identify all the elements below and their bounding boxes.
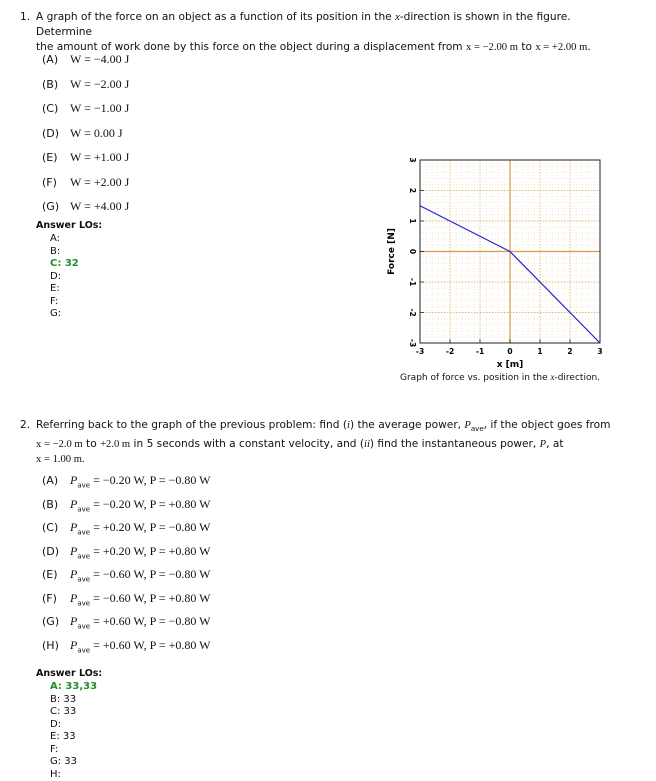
q1-option-value: W = 0.00 J [70,126,123,140]
q1-option-label: (A) [42,53,70,66]
figure-caption-pre: Graph of force vs. position in the [400,373,550,383]
y-tick-label: 0 [408,249,417,254]
q2-option-pave: P [70,520,77,534]
figure-caption-var: x [550,372,554,382]
q1-answer-title: Answer LOs: [36,220,102,231]
q2-answer-title: Answer LOs: [36,668,102,679]
q2-option [42,544,211,560]
q1-option [42,150,129,165]
q2-option-value [70,544,211,558]
q2-option-value [70,567,211,581]
q2-option-sub: ave [77,505,90,513]
q2-line1b: ) the average power, [350,419,464,431]
q1-answer-item: G: [50,308,79,321]
q2-option [42,591,211,607]
y-tick-label: 3 [408,157,417,162]
q1-from: x = −2.00 m [466,42,518,53]
q2-option-sub: ave [77,646,90,654]
q1-option-value: W = +4.00 J [70,199,129,213]
q2-answer-item: A: 33,33 [50,681,97,694]
q2-option-text: = +0.60 W, P = −0.80 W [90,614,210,628]
q1-option-value: W = +1.00 J [70,150,129,164]
q1-option-value: W = +2.00 J [70,175,129,189]
q1-end: . [587,41,590,53]
q1-var-x: x [395,12,400,23]
q2-option-pave: P [70,544,77,558]
q2-line2e: ) find the instantaneous power, [370,438,540,450]
q2-option-text: = −0.60 W, P = −0.80 W [90,567,210,581]
q2-option-sub: ave [77,622,90,630]
figure-caption-post: -direction. [554,373,600,383]
q1-answer-item: E: [50,283,79,296]
q1-answers [50,233,79,321]
q2-option-sub: ave [77,552,90,560]
q1-stem-line2-pre: the amount of work done by this force on the object during a displacement from [36,41,466,53]
q2-option-label: (B) [42,498,70,511]
q2-option [42,567,211,583]
q2-ii: ii [364,439,370,450]
q1-option-value: W = −1.00 J [70,101,129,115]
q2-option-text: = −0.20 W, P = +0.80 W [90,497,210,511]
y-tick-label: -2 [408,308,417,316]
q2-line1c: , if the object goes from [484,419,611,431]
q2-line2d: in 5 seconds with a constant velocity, and ( [130,438,364,450]
q2-answer-item: C: 33 [50,706,97,719]
y-tick-label: 1 [408,218,417,223]
q1-stem-line1-post: -direction is shown in the figure. Determine [36,11,571,38]
q2-number: 2. [20,418,30,433]
q2-option-pave: P [70,638,77,652]
q2-pave: P [464,420,470,431]
q2-option-sub: ave [77,528,90,536]
q2-option-label: (C) [42,521,70,534]
x-tick-label: 3 [597,347,602,356]
q2-line2f: , at [546,438,563,450]
q2-line1: Referring back to the graph of the previous problem: find ( [36,419,347,431]
q2-line3: x = 1.00 m. [36,454,85,465]
q2-option-text: = +0.20 W, P = +0.80 W [90,544,210,558]
q1-answer-item: D: [50,271,79,284]
q2-option-value [70,591,211,605]
q2-option-text: = +0.60 W, P = +0.80 W [90,638,210,652]
q2-P: P [540,439,546,450]
q2-answer-item: G: 33 [50,756,97,769]
q1-option [42,175,129,190]
q1-option-label: (B) [42,78,70,91]
q2-option-label: (F) [42,592,70,605]
q2-option-sub: ave [77,481,90,489]
y-tick-label: -1 [408,278,417,286]
q2-answer-item: B: 33 [50,694,97,707]
q2-option-label: (E) [42,568,70,581]
x-tick-label: 2 [567,347,572,356]
q2-option-value [70,473,211,487]
q1-option-label: (E) [42,151,70,164]
q1-answer-item: A: [50,233,79,246]
q2-answers [50,681,97,781]
q1-option-label: (C) [42,102,70,115]
force-position-chart [380,148,630,378]
x-tick-label: -2 [446,347,454,356]
q1-option [42,126,123,141]
y-tick-label: 2 [408,188,417,193]
q2-line2a: x = −2.0 m [36,439,83,450]
q2-line2b: to [83,438,100,450]
q2-stem [36,418,616,467]
q1-option-value: W = −2.00 J [70,77,129,91]
q1-option-label: (F) [42,176,70,189]
q1-option-label: (D) [42,127,70,140]
q2-option-sub: ave [77,575,90,583]
q2-option-pave: P [70,497,77,511]
q1-option [42,52,129,67]
q2-option [42,473,211,489]
q2-option-value [70,614,211,628]
q2-answer-item: D: [50,719,97,732]
q1-to: x = +2.00 m [535,42,587,53]
y-tick-label: -3 [408,339,417,347]
q2-option [42,497,211,513]
q2-option-value [70,520,211,534]
q1-answer-item: F: [50,296,79,309]
figure-caption [400,372,600,383]
q2-option-text: = −0.60 W, P = +0.80 W [90,591,210,605]
q2-option-text: = −0.20 W, P = −0.80 W [90,473,210,487]
q2-option-value [70,638,211,652]
q1-mid: to [518,41,535,53]
x-tick-label: -1 [476,347,484,356]
q2-option-sub: ave [77,599,90,607]
q2-option-pave: P [70,614,77,628]
y-axis-label: Force [N] [387,228,397,275]
q2-option-label: (A) [42,474,70,487]
q2-option-value [70,497,211,511]
q2-option-pave: P [70,473,77,487]
q1-answer-item: C: 32 [50,258,79,271]
q1-option [42,199,129,214]
q2-option [42,520,211,536]
q2-line2c: +2.0 m [100,439,130,450]
q2-answer-item: H: [50,769,97,781]
q2-option-label: (D) [42,545,70,558]
q1-option [42,77,129,92]
q1-answer-item: B: [50,246,79,259]
q2-answer-item: F: [50,744,97,757]
q2-option-text: = +0.20 W, P = −0.80 W [90,520,210,534]
q2-pave-sub: ave [471,425,484,433]
q1-option [42,101,129,116]
q2-option [42,614,211,630]
q2-option-pave: P [70,591,77,605]
x-tick-label: 0 [507,347,512,356]
q1-option-label: (G) [42,200,70,213]
q2-option-label: (H) [42,639,70,652]
x-axis-label: x [m] [497,360,524,370]
x-tick-label: -3 [416,347,424,356]
q1-option-value: W = −4.00 J [70,52,129,66]
q2-option [42,638,211,654]
q2-answer-item: E: 33 [50,731,97,744]
q2-option-label: (G) [42,615,70,628]
q1-number: 1. [20,10,30,25]
x-tick-label: 1 [537,347,542,356]
q2-option-pave: P [70,567,77,581]
q2-i: i [347,420,350,431]
q1-stem-line1-pre: A graph of the force on an object as a function of its position in the [36,11,395,23]
q1-stem [36,10,616,55]
